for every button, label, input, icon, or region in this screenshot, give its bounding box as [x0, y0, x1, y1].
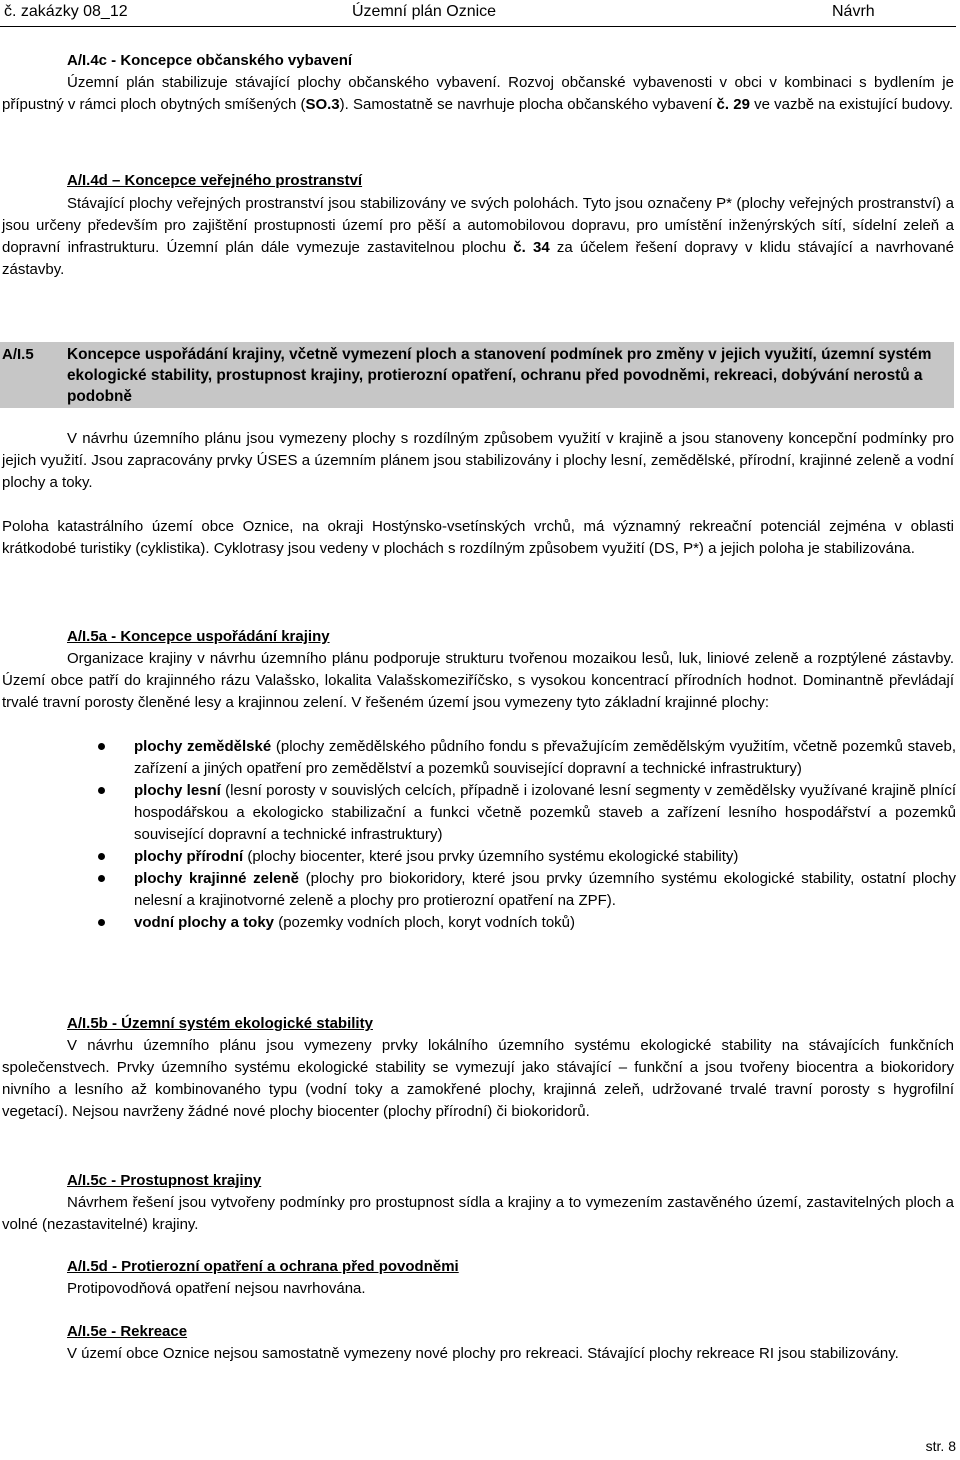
- list-item: plochy lesní (lesní porosty v souvislých celcích, případně i izolované lesní segmenty v zemědělsky využívané krajině plnící hospodářskou a ekologicko stabilizační a funkci včetně pozemků staveb a zařízení lesního hospodářství a pozemků související dopravní a technické infrastruktury): [98, 780, 956, 846]
- header-document-title: Územní plán Oznice: [352, 3, 497, 20]
- section-5c-paragraph: Návrhem řešení jsou vytvořeny podmínky pro prostupnost sídla a krajiny a to vymezením zastavěného území, zastavitelných ploch a volné (nezastavitelné) krajiny.: [2, 1194, 954, 1233]
- header-project-number: č. zakázky 08_12: [4, 3, 128, 20]
- list-item: vodní plochy a toky (pozemky vodních ploch, koryt vodních toků): [98, 912, 956, 934]
- section-4d-paragraph: Stávající plochy veřejných prostranství jsou stabilizovány ve svých polohách. Tyto jsou označeny P* (plochy veřejných prostranství) a jsou určeny především pro zajištění prostupnosti území pro pěší a automobilovou dopravu, pro umístění inženýrských sítí, sídelní zeleň a dopravní infrastrukturu. Územní plán dále vymezuje zastavitelnou plochu č. 34 za účelem řešení dopravy v klidu stávající a navrhované zástavby.: [2, 195, 954, 278]
- page-number: str. 8: [925, 1438, 956, 1454]
- section-5-heading: [0, 342, 954, 408]
- section-4c-title: A/I.4c - Koncepce občanského vybavení: [67, 52, 353, 69]
- section-5e-paragraph: V území obce Oznice nejsou samostatně vymezeny nové plochy pro rekreaci. Stávající plochy rekreace RI jsou stabilizovány.: [67, 1345, 899, 1362]
- section-5-paragraph-2: Poloha katastrálního území obce Oznice, na okraji Hostýnsko-vsetínských vrchů, má významný rekreační potenciál zejména v oblasti krátkodobé turistiky (cyklistika). Cyklotrasy jsou vedeny v plochách s rozdílným způsobem využití (DS, P*) a jejich poloha je stabilizována.: [2, 518, 954, 557]
- section-5a-paragraph: Organizace krajiny v návrhu územního plánu podporuje strukturu tvořenou mozaikou lesů, luk, liniové zeleně a rozptýlené zástavby. Území obce patří do krajinného rázu Valašsko, lokalita Valašskomeziříčsko, s vysokou koncentrací přírodních hodnot. Dominantně převládají trvalé travní porosty členěné lesy a krajinnou zelení. V řešeném území jsou vymezeny tyto základní krajinné plochy:: [2, 650, 954, 711]
- bullet-icon: [98, 743, 105, 750]
- section-5-number: A/I.5: [2, 346, 34, 363]
- header-stage: Návrh: [832, 3, 875, 20]
- section-5-title: Koncepce uspořádání krajiny, včetně vymezení ploch a stanovení podmínek pro změny v jejich využití, územní systém ekologické stability, prostupnost krajiny, protierozní opatření, ochranu před povodněmi, rekreaci, dobývání nerostů a podobně: [67, 346, 932, 405]
- section-5d-title: A/I.5d - Protierozní opatření a ochrana před povodněmi: [67, 1258, 459, 1275]
- section-5-paragraph-1: V návrhu územního plánu jsou vymezeny plochy s rozdílným způsobem využití v krajině a jsou stanoveny koncepční podmínky pro jejich využití. Jsou zapracovány prvky ÚSES a územním plánem jsou stabilizovány i plochy lesní, zemědělské, přírodní, krajinné zeleně a vodní plochy a toky.: [2, 430, 954, 491]
- section-4c-paragraph: Územní plán stabilizuje stávající plochy občanského vybavení. Rozvoj občanské vybavenosti v obci v kombinaci s bydlením je přípustný v rámci ploch obytných smíšených (SO.3). Samostatně se navrhuje plocha občanského vybavení č. 29 ve vazbě na existující budovy.: [2, 74, 954, 113]
- list-item: plochy krajinné zeleně (plochy pro biokoridory, které jsou prvky územního systému ekologické stability, ostatní plochy nelesní a krajinotvorné zeleně a plochy pro protierozní opatření na ZPF).: [98, 868, 956, 912]
- section-5e-title: A/I.5e - Rekreace: [67, 1323, 188, 1340]
- list-item: plochy přírodní (plochy biocenter, které jsou prvky územního systému ekologické stability): [98, 846, 956, 868]
- bullet-icon: [98, 787, 105, 794]
- bullet-icon: [98, 919, 105, 926]
- landscape-area-list: [98, 736, 956, 934]
- bullet-icon: [98, 875, 105, 882]
- section-5d-paragraph: Protipovodňová opatření nejsou navrhována.: [67, 1280, 366, 1297]
- section-4d-title: A/I.4d – Koncepce veřejného prostranství: [67, 172, 363, 189]
- section-5a-title: A/I.5a - Koncepce uspořádání krajiny: [67, 628, 330, 645]
- section-5b-title: A/I.5b - Územní systém ekologické stability: [67, 1015, 373, 1032]
- bullet-icon: [98, 853, 105, 860]
- section-5c-title: A/I.5c - Prostupnost krajiny: [67, 1172, 262, 1189]
- section-5b-paragraph: V návrhu územního plánu jsou vymezeny prvky lokálního územního systému ekologické stability na stávajících funkčních společenstvech. Prvky územního systému ekologické stability se vymezují jako stávající – funkční a jsou tvořeny biocentra a biokoridory nivního a lesního až kombinovaného typu (vodní toky a zamokřené plochy, krajinná zeleň, udržované trvalé travní porosty s hygrofilní vegetací). Nejsou navrženy žádné nové plochy biocenter (plochy přírodní) či biokoridorů.: [2, 1037, 954, 1120]
- list-item: plochy zemědělské (plochy zemědělského půdního fondu s převažujícím zemědělským využitím, včetně pozemků staveb, zařízení a jiných opatření pro zemědělství a pozemků související dopravní a technické infrastruktury): [98, 736, 956, 780]
- page-header: [0, 0, 956, 27]
